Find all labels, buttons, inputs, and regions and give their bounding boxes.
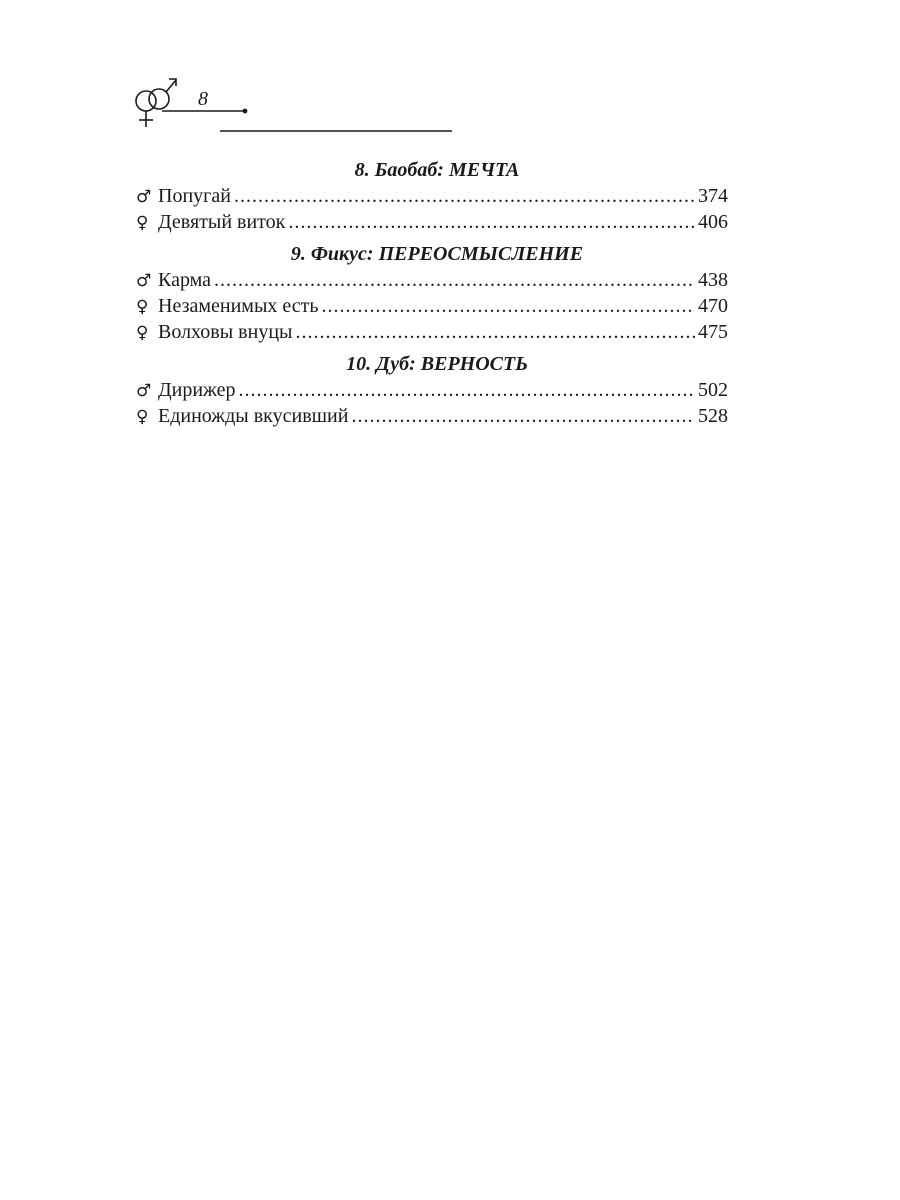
male-symbol-icon: ♂: [136, 381, 152, 401]
dot-leader: [234, 183, 695, 209]
toc-entry[interactable]: [136, 209, 728, 235]
section-heading: [136, 351, 728, 377]
toc-section: [136, 241, 728, 345]
female-symbol-icon: ♀: [136, 407, 149, 427]
entry-title: Волховы внуцы: [158, 321, 293, 343]
table-of-contents: [136, 157, 728, 435]
entry-page: 470: [698, 295, 728, 317]
entry-page: 502: [698, 379, 728, 401]
entry-title: Попугай: [158, 185, 231, 207]
section-heading-word: ВЕРНОСТЬ: [420, 353, 528, 375]
dot-leader: [295, 319, 695, 345]
dot-leader: [288, 209, 695, 235]
entry-page: 438: [698, 269, 728, 291]
entry-title: Девятый виток: [158, 211, 286, 233]
gender-symbols-ornament: [132, 70, 462, 140]
entry-page: 475: [698, 321, 728, 343]
section-heading: [136, 241, 728, 267]
entry-title: Дирижер: [158, 379, 236, 401]
dot-leader: [322, 293, 696, 319]
male-symbol-icon: ♂: [136, 187, 152, 207]
dot-leader: [238, 377, 695, 403]
female-symbol-icon: ♀: [136, 297, 149, 317]
section-heading: [136, 157, 728, 183]
toc-entry[interactable]: [136, 293, 728, 319]
entry-page: 528: [698, 405, 728, 427]
entry-page: 406: [698, 211, 728, 233]
female-symbol-icon: ♀: [136, 323, 149, 343]
dot-leader: [214, 267, 695, 293]
toc-entry[interactable]: [136, 267, 728, 293]
entry-page: 374: [698, 185, 728, 207]
section-heading-number: 9. Фикус:: [290, 243, 374, 265]
toc-entry[interactable]: [136, 183, 728, 209]
section-heading-number: 8. Баобаб:: [354, 159, 444, 181]
entry-title: Карма: [158, 269, 212, 291]
toc-entry[interactable]: [136, 319, 728, 345]
toc-entry[interactable]: [136, 377, 728, 403]
male-symbol-icon: ♂: [136, 271, 152, 291]
toc-section: [136, 351, 728, 429]
entry-title: Единожды вкусивший: [158, 405, 349, 427]
page-header: [132, 70, 462, 140]
dot-leader: [351, 403, 695, 429]
section-heading-word: ПЕРЕОСМЫСЛЕНИЕ: [378, 243, 584, 265]
section-heading-number: 10. Дуб:: [346, 353, 416, 375]
entry-title: Незаменимых есть: [158, 295, 319, 317]
page-number: 8: [198, 88, 208, 110]
female-symbol-icon: ♀: [136, 213, 149, 233]
toc-section: [136, 157, 728, 235]
section-heading-word: МЕЧТА: [448, 159, 520, 181]
toc-entry[interactable]: [136, 403, 728, 429]
